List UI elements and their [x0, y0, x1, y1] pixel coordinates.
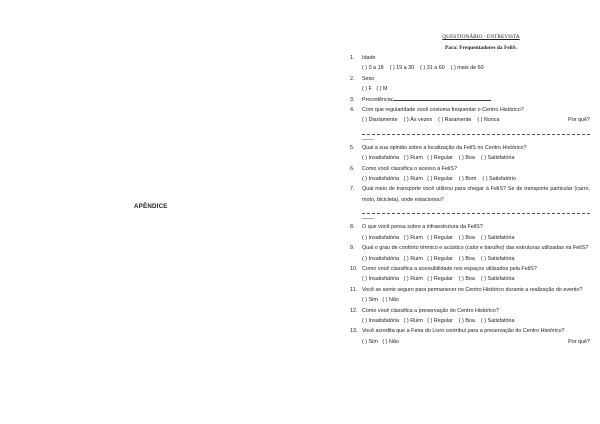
question-3 [350, 95, 590, 105]
question-text: Você se sente seguro para permanecer no Centro Histórico durante a realização do evento? [362, 286, 583, 293]
question-9 [350, 243, 590, 253]
question-text: Qual meio de transporte você utilizou para chegar à FeliS? Se de transporte particular (carro, moto, bicicleta), onde estacionou? [362, 186, 590, 203]
question-2 [350, 74, 590, 84]
question-text: Procedência: [362, 96, 394, 103]
question-text: O que você pensa sobre a infraestrutura da FeliS? [362, 224, 483, 231]
question-number: 3. [350, 96, 355, 103]
answer-line-end: ____ [362, 134, 374, 141]
question-number: 4. [350, 107, 355, 114]
question-number: 11. [350, 286, 358, 293]
question-number: 10. [350, 265, 358, 272]
question-8 [350, 222, 590, 232]
answer-options[interactable]: ( ) Sim ( ) Não [362, 297, 399, 304]
question-text: Qual o grau de conforto térmico e acústico (calor e barulho) das estruturas utilizadas na FeliS? [362, 245, 589, 252]
answer-row [350, 115, 590, 125]
question-6 [350, 164, 590, 174]
question-number: 8. [350, 224, 355, 231]
questionnaire-title: QUESTIONÁRIO - ENTREVISTA [442, 34, 520, 40]
question-text: Como você classifica a preservação do Centro Histórico? [362, 307, 499, 314]
appendix-heading: APÊNDICE [134, 203, 168, 210]
answer-options[interactable]: ( ) Insatisfatória ( ) Ruim ( ) Regular ( ) Boa ( ) Satisfatória [362, 317, 515, 324]
answer-options[interactable]: ( ) Insatisfatória ( ) Ruim ( ) Regular ( ) Boa ( ) Satisfatória [362, 255, 515, 262]
question-number: 5. [350, 144, 355, 151]
answer-options[interactable]: ( ) Insatisfatória ( ) Ruim ( ) Regular ( ) Boa ( ) Satisfatória [362, 234, 515, 241]
question-13 [350, 326, 590, 336]
answer-options[interactable]: ( ) Sim ( ) Não [362, 338, 399, 345]
question-text: Como você classifica a acessibilidade nos espaços utilizados pela FeliS? [362, 265, 537, 272]
question-number: 12. [350, 307, 358, 314]
question-number: 13. [350, 328, 358, 335]
question-11 [350, 285, 590, 295]
answer-options[interactable]: ( ) 0 a 18 ( ) 19 a 30 ( ) 31 a 60 ( ) mais de 60 [362, 65, 484, 72]
answer-line[interactable] [362, 126, 590, 135]
answer-row [350, 337, 590, 347]
question-number: 1. [350, 55, 355, 61]
question-text: Qual a sua opinião sobre a localização da FeliS no Centro Histórico? [362, 144, 527, 151]
question-4 [350, 105, 590, 115]
question-number: 9. [350, 245, 355, 252]
question-5 [350, 143, 590, 153]
why-label: Por quê? [568, 117, 590, 124]
question-text: Sexo [362, 75, 375, 82]
question-10 [350, 264, 590, 274]
answer-options[interactable]: ( ) Insatisfatória ( ) Ruim ( ) Regular ( ) Bom ( ) Satisfatório [362, 176, 516, 183]
question-1 [350, 53, 590, 63]
question-12 [350, 306, 590, 316]
answer-options[interactable]: ( ) Insatisfatória ( ) Ruim ( ) Regular ( ) Boa ( ) Satisfatória [362, 276, 515, 283]
why-label: Por quê? [568, 338, 590, 345]
answer-options[interactable]: ( ) Diariamente ( ) Às vezes ( ) Raramente ( ) Nunca [362, 117, 500, 124]
answer-blank-line[interactable] [393, 95, 491, 101]
question-number: 7. [350, 186, 355, 193]
answer-line-end: ____ [362, 214, 374, 221]
question-text: Idade [362, 55, 376, 61]
question-text: Com que regularidade você costuma frequentar o Centro Histórico? [362, 107, 524, 114]
question-text: Como você classifica o acesso à FeliS? [362, 165, 457, 172]
answer-options[interactable]: ( ) Insatisfatória ( ) Ruim ( ) Regular ( ) Boa ( ) Satisfatória [362, 155, 515, 162]
questionnaire-subtitle: Para: Frequentadores da FeliS. [445, 45, 517, 51]
answer-options[interactable]: ( ) F ( ) M [362, 86, 388, 93]
question-text: Você acredita que a Feira do Livro contribui para a preservação do Centro Histórico? [362, 328, 565, 335]
questionnaire-page [350, 32, 590, 347]
question-7 [350, 184, 590, 205]
answer-line[interactable] [362, 205, 590, 214]
question-number: 6. [350, 165, 355, 172]
question-number: 2. [350, 75, 355, 82]
